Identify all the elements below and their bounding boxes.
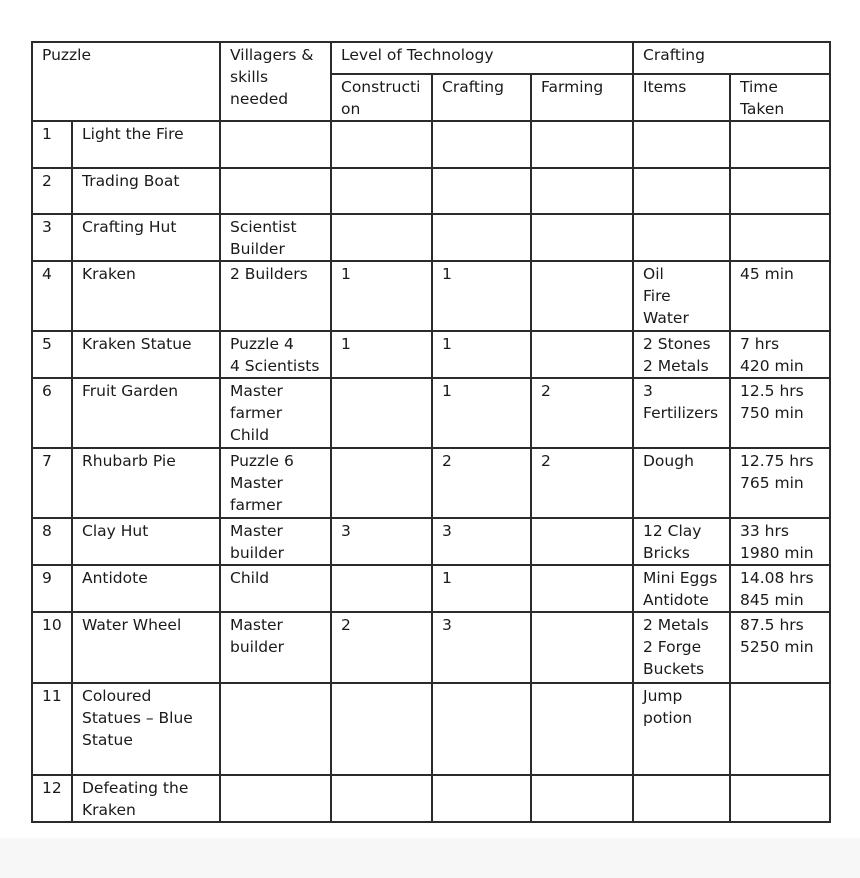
time-taken <box>730 565 830 612</box>
construction-level <box>331 214 432 261</box>
table-row <box>32 612 830 683</box>
villagers-cell <box>220 378 331 448</box>
construction-level: 1 <box>331 261 432 331</box>
farming-level: 2 <box>531 448 633 518</box>
time-taken-line: 87.5 hrs <box>740 616 804 634</box>
villagers-cell-line: Puzzle 6 <box>230 452 294 470</box>
time-taken <box>730 168 830 214</box>
villagers-cell-line: 4 Scientists <box>230 357 320 375</box>
time-taken <box>730 121 830 168</box>
villagers-cell-line: 2 Builders <box>230 265 308 283</box>
time-taken-line: 845 min <box>740 591 804 609</box>
villagers-cell-line: Child <box>230 426 270 444</box>
villagers-cell-line: Master <box>230 474 283 492</box>
crafting-items <box>633 261 730 331</box>
time-taken-line: 14.08 hrs <box>740 569 814 587</box>
time-taken-line: 420 min <box>740 357 804 375</box>
puzzle-number: 7 <box>32 448 72 518</box>
puzzle-name: Water Wheel <box>72 612 220 683</box>
puzzle-number: 12 <box>32 775 72 822</box>
crafting-level <box>432 168 531 214</box>
construction-level <box>331 565 432 612</box>
farming-level <box>531 168 633 214</box>
table-row <box>32 121 830 168</box>
villagers-cell-line: builder <box>230 638 285 656</box>
puzzle-name: Light the Fire <box>72 121 220 168</box>
crafting-level: 1 <box>432 565 531 612</box>
farming-level <box>531 683 633 775</box>
puzzle-number: 4 <box>32 261 72 331</box>
crafting-items-line: 3 <box>643 382 653 400</box>
crafting-items <box>633 168 730 214</box>
crafting-items-line: 12 Clay <box>643 522 702 540</box>
table-row <box>32 331 830 378</box>
header-villagers: Villagers & skills needed <box>220 42 331 121</box>
crafting-level: 3 <box>432 518 531 565</box>
villagers-cell <box>220 261 331 331</box>
villagers-cell-line: Puzzle 4 <box>230 335 294 353</box>
table-row <box>32 565 830 612</box>
time-taken <box>730 448 830 518</box>
time-taken-line: 12.5 hrs <box>740 382 804 400</box>
table-row <box>32 683 830 775</box>
villagers-cell <box>220 121 331 168</box>
crafting-items <box>633 448 730 518</box>
crafting-items <box>633 518 730 565</box>
crafting-items <box>633 121 730 168</box>
crafting-level <box>432 775 531 822</box>
puzzle-name: Antidote <box>72 565 220 612</box>
table-row <box>32 518 830 565</box>
construction-level: 3 <box>331 518 432 565</box>
table-row <box>32 168 830 214</box>
construction-level: 1 <box>331 331 432 378</box>
puzzle-table <box>31 41 831 823</box>
table-row <box>32 448 830 518</box>
construction-level <box>331 168 432 214</box>
crafting-level: 1 <box>432 378 531 448</box>
crafting-level <box>432 214 531 261</box>
crafting-items-line: 2 Forge <box>643 638 702 656</box>
puzzle-name: Trading Boat <box>72 168 220 214</box>
puzzle-name: Rhubarb Pie <box>72 448 220 518</box>
crafting-level: 2 <box>432 448 531 518</box>
construction-level <box>331 121 432 168</box>
bottom-band <box>0 838 860 878</box>
puzzle-number: 1 <box>32 121 72 168</box>
villagers-cell-line: Master <box>230 382 283 400</box>
crafting-items-line: Antidote <box>643 591 709 609</box>
villagers-cell <box>220 331 331 378</box>
crafting-items <box>633 214 730 261</box>
time-taken-line: 765 min <box>740 474 804 492</box>
farming-level <box>531 612 633 683</box>
time-taken-line: 45 min <box>740 265 794 283</box>
crafting-items-line: Water <box>643 309 689 327</box>
puzzle-number: 5 <box>32 331 72 378</box>
villagers-cell-line: Master <box>230 522 283 540</box>
farming-level <box>531 775 633 822</box>
puzzle-name: Defeating the Kraken <box>72 775 220 822</box>
farming-level <box>531 331 633 378</box>
crafting-items-line: Bricks <box>643 544 690 562</box>
time-taken-line: 1980 min <box>740 544 814 562</box>
table-row <box>32 261 830 331</box>
crafting-items-line: Fire <box>643 287 671 305</box>
puzzle-name: Kraken Statue <box>72 331 220 378</box>
crafting-items-line: Jump <box>643 687 683 705</box>
time-taken <box>730 612 830 683</box>
farming-level <box>531 518 633 565</box>
header-construction: Constructi on <box>331 74 432 121</box>
puzzle-name: Crafting Hut <box>72 214 220 261</box>
villagers-cell-line: Master <box>230 616 283 634</box>
villagers-cell-line: farmer <box>230 496 283 514</box>
crafting-items <box>633 775 730 822</box>
villagers-cell <box>220 448 331 518</box>
villagers-cell-line: Child <box>230 569 270 587</box>
villagers-cell-line: Builder <box>230 240 285 258</box>
farming-level <box>531 261 633 331</box>
construction-level <box>331 775 432 822</box>
header-puzzle: Puzzle <box>32 42 220 121</box>
villagers-cell <box>220 565 331 612</box>
crafting-level <box>432 683 531 775</box>
crafting-items-line: Buckets <box>643 660 705 678</box>
header-row-1 <box>32 42 830 74</box>
time-taken <box>730 261 830 331</box>
table-row <box>32 775 830 822</box>
villagers-cell-line: builder <box>230 544 285 562</box>
time-taken-line: 750 min <box>740 404 804 422</box>
construction-level: 2 <box>331 612 432 683</box>
puzzle-number: 10 <box>32 612 72 683</box>
farming-level <box>531 214 633 261</box>
header-farming: Farming <box>531 74 633 121</box>
puzzle-number: 11 <box>32 683 72 775</box>
crafting-items <box>633 378 730 448</box>
time-taken <box>730 214 830 261</box>
crafting-level: 1 <box>432 261 531 331</box>
puzzle-number: 9 <box>32 565 72 612</box>
villagers-cell-line: farmer <box>230 404 283 422</box>
time-taken-line: 5250 min <box>740 638 814 656</box>
villagers-cell <box>220 612 331 683</box>
villagers-cell <box>220 518 331 565</box>
table-row <box>32 378 830 448</box>
crafting-items-line: Fertilizers <box>643 404 719 422</box>
crafting-items-line: 2 Metals <box>643 357 709 375</box>
construction-level <box>331 448 432 518</box>
time-taken <box>730 331 830 378</box>
crafting-items-line: Dough <box>643 452 694 470</box>
villagers-cell <box>220 214 331 261</box>
crafting-level <box>432 121 531 168</box>
crafting-items-line: Oil <box>643 265 664 283</box>
villagers-cell-line: Scientist <box>230 218 297 236</box>
crafting-items <box>633 331 730 378</box>
farming-level <box>531 121 633 168</box>
villagers-cell <box>220 775 331 822</box>
time-taken <box>730 518 830 565</box>
villagers-cell <box>220 168 331 214</box>
header-items: Items <box>633 74 730 121</box>
puzzle-number: 3 <box>32 214 72 261</box>
crafting-items <box>633 612 730 683</box>
time-taken <box>730 775 830 822</box>
header-crafting-group: Crafting <box>633 42 830 74</box>
time-taken-line: 7 hrs <box>740 335 780 353</box>
construction-level <box>331 378 432 448</box>
time-taken <box>730 683 830 775</box>
header-level-of-technology: Level of Technology <box>331 42 633 74</box>
table-row <box>32 214 830 261</box>
crafting-items <box>633 683 730 775</box>
header-time-taken: Time Taken <box>730 74 830 121</box>
farming-level <box>531 565 633 612</box>
puzzle-number: 6 <box>32 378 72 448</box>
farming-level: 2 <box>531 378 633 448</box>
time-taken-line: 33 hrs <box>740 522 789 540</box>
puzzle-name: Kraken <box>72 261 220 331</box>
crafting-level: 1 <box>432 331 531 378</box>
crafting-items-line: potion <box>643 709 693 727</box>
villagers-cell <box>220 683 331 775</box>
crafting-items-line: 2 Metals <box>643 616 709 634</box>
time-taken <box>730 378 830 448</box>
construction-level <box>331 683 432 775</box>
crafting-items <box>633 565 730 612</box>
puzzle-number: 8 <box>32 518 72 565</box>
puzzle-name: Coloured Statues – Blue Statue <box>72 683 220 775</box>
crafting-items-line: 2 Stones <box>643 335 711 353</box>
header-crafting: Crafting <box>432 74 531 121</box>
crafting-level: 3 <box>432 612 531 683</box>
time-taken-line: 12.75 hrs <box>740 452 814 470</box>
puzzle-name: Clay Hut <box>72 518 220 565</box>
puzzle-name: Fruit Garden <box>72 378 220 448</box>
crafting-items-line: Mini Eggs <box>643 569 718 587</box>
puzzle-number: 2 <box>32 168 72 214</box>
